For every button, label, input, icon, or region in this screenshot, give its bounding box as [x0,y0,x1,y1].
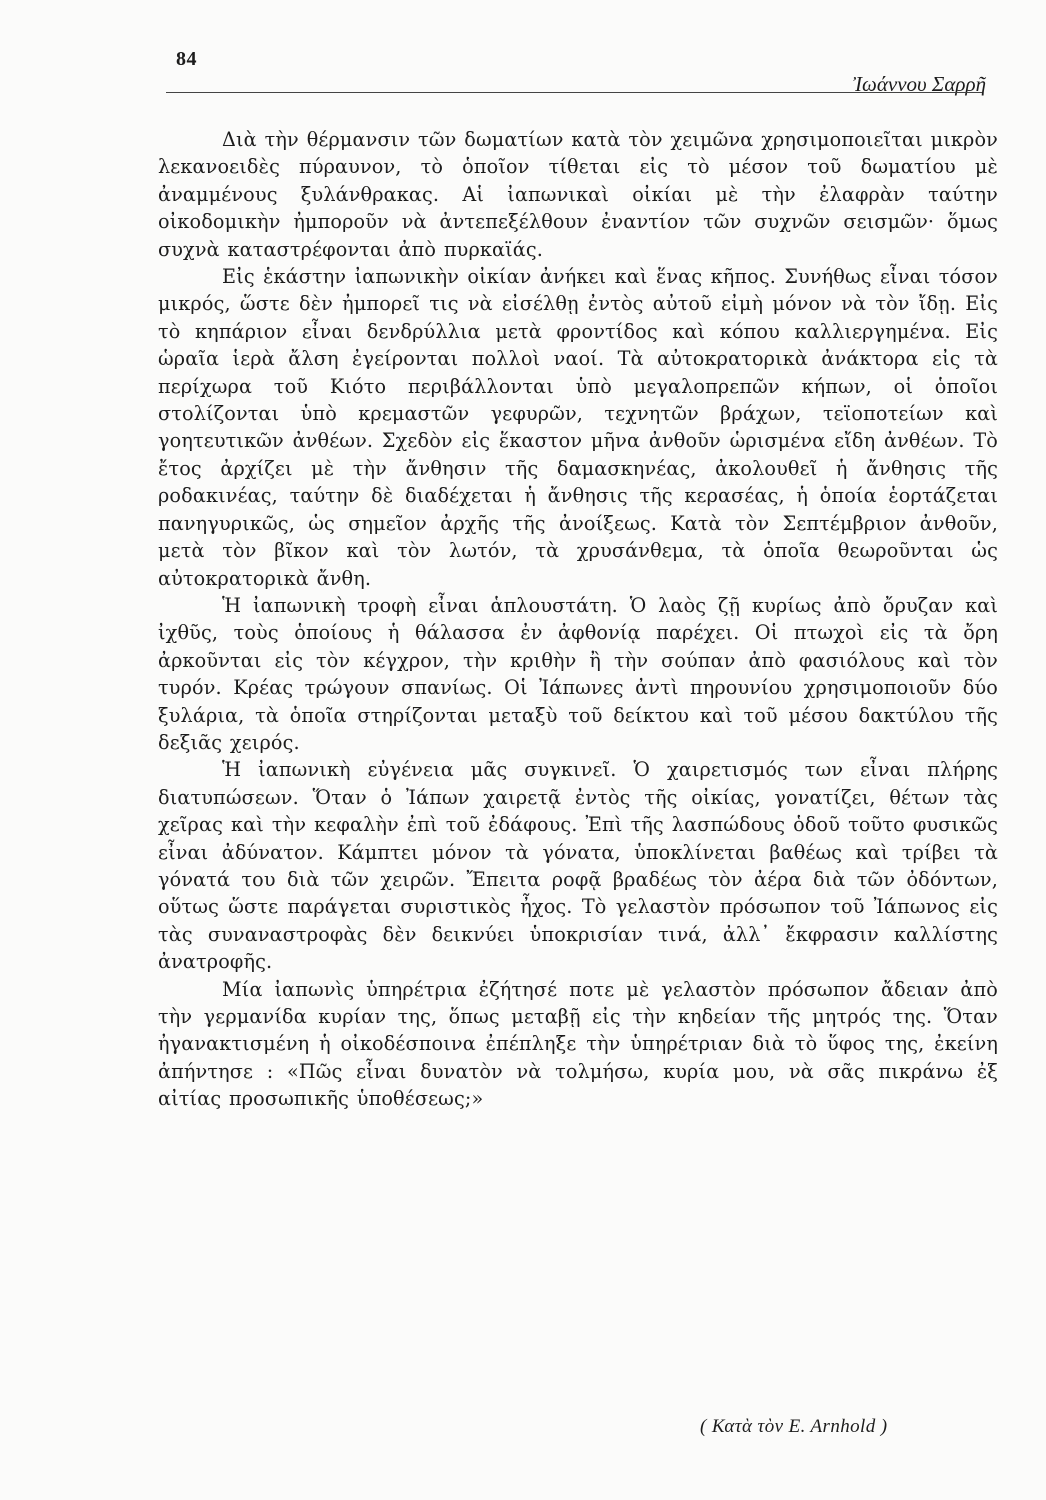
paragraph-gardens: Εἰς ἑκάστην ἰαπωνικὴν οἰκίαν ἀνήκει καὶ ἕνας κῆπος. Συνήθως εἶναι τόσον μικρός, ὥστε δὲν ἠμπορεῖ τις νὰ εἰσέλθῃ ἐντὸς αὐτοῦ εἰμὴ μόνον νὰ τὸν ἴδῃ. Εἰς τὸ κηπάριον εἶναι δενδρύλλια μετὰ φροντίδος καὶ κόπου καλλιεργημένα. Εἰς ὡραῖα ἱερὰ ἄλση ἐγείρονται πολλοὶ ναοί. Τὰ αὐτοκρατορικὰ ἀνάκτορα εἰς τὰ περίχωρα τοῦ Κιότο περιβάλλονται ὑπὸ μεγαλοπρεπῶν κήπων, οἱ ὁποῖοι στολίζονται ὑπὸ κρεμαστῶν γεφυρῶν, τεχνητῶν βράχων, τεϊοποτείων καὶ γοητευτικῶν ἀνθέων. Σχεδὸν εἰς ἕκαστον μῆνα ἀνθοῦν ὡρισμένα εἴδη ἀνθέων. Τὸ ἔτος ἀρχίζει μὲ τὴν ἄνθησιν τῆς δαμασκηνέας, ἀκολουθεῖ ἡ ἄνθησις τῆς ροδακινέας, ταύτην δὲ διαδέχεται ἡ ἄνθησις τῆς κερασέας, ἡ ὁποία ἑορτάζεται πανηγυρικῶς, ὡς σημεῖον ἀρχῆς τῆς ἀνοίξεως. Κατὰ τὸν Σεπτέμβριον ἀνθοῦν, μετὰ τὸν βῖκον καὶ τὸν λωτόν, τὰ χρυσάνθεμα, τὰ ὁποῖα θεωροῦνται ὡς αὐτοκρατορικὰ ἄνθη. [158,265,998,590]
paragraph-heating: Διὰ τὴν θέρμανσιν τῶν δωματίων κατὰ τὸν χειμῶνα χρησιμοποιεῖται μικρὸν λεκανοειδὲς πύραυνον, τὸ ὁποῖον τίθεται εἰς τὸ μέσον τοῦ δωματίου μὲ ἀναμμένους ξυλάνθρακας. Αἱ ἰαπωνικαὶ οἰκίαι μὲ τὴν ἐλαφρὰν ταύτην οἰκοδομικὴν ἠμποροῦν νὰ ἀντεπεξέλθουν ἐναντίον τῶν συχνῶν σεισμῶν· ὅμως συχνὰ καταστρέφονται ἀπὸ πυρκαϊάς. [158,128,998,261]
running-head-author: Ἰωάννου Σαρρῆ [852,72,986,96]
source-attribution: ( Κατὰ τὸν E. Arnhold ) [700,1416,888,1437]
paragraph-food: Ἡ ἰαπωνικὴ τροφὴ εἶναι ἁπλουστάτη. Ὁ λαὸς ζῇ κυρίως ἀπὸ ὄρυζαν καὶ ἰχθῦς, τοὺς ὁποίους ἡ θάλασσα ἐν ἀφθονίᾳ παρέχει. Οἱ πτωχοὶ εἰς τὰ ὄρη ἀρκοῦνται εἰς τὸν κέγχρον, τὴν κριθὴν ἢ τὴν σούπαν ἀπὸ φασιόλους καὶ τὸν τυρόν. Κρέας τρώγουν σπανίως. Οἱ Ἰάπωνες ἀντὶ πηρουνίου χρησιμοποιοῦν δύο ξυλάρια, τὰ ὁποῖα στηρίζονται μεταξὺ τοῦ δείκτου καὶ τοῦ μέσου δακτύλου τῆς δεξιᾶς χειρός. [158,593,998,754]
page-header [166,48,986,94]
paragraph-courtesy: Ἡ ἰαπωνικὴ εὐγένεια μᾶς συγκινεῖ. Ὁ χαιρετισμός των εἶναι πλήρης διατυπώσεων. Ὅταν ὁ Ἰάπων χαιρετᾷ ἐντὸς τῆς οἰκίας, γονατίζει, θέτων τὰς χεῖρας καὶ τὴν κεφαλὴν ἐπὶ τοῦ ἐδάφους. Ἐπὶ τῆς λασπώδους ὁδοῦ τοῦτο φυσικῶς εἶναι ἀδύνατον. Κάμπτει μόνον τὰ γόνατα, ὑποκλίνεται βαθέως καὶ τρίβει τὰ γόνατά του διὰ τῶν χειρῶν. Ἔπειτα ροφᾷ βραδέως τὸν ἀέρα διὰ τῶν ὀδόντων, οὕτως ὥστε παράγεται συριστικὸς ἦχος. Τὸ γελαστὸν πρόσωπον τοῦ Ἰάπωνος εἰς τὰς συναναστροφὰς δὲν δεικνύει ὑποκρισίαν τινά, ἀλλ᾽ ἔκφρασιν καλλίστης ἀνατροφῆς. [158,758,998,974]
header-rule [166,92,982,93]
paragraph-anecdote: Μία ἰαπωνὶς ὑπηρέτρια ἐζήτησέ ποτε μὲ γελαστὸν πρόσωπον ἄδειαν ἀπὸ τὴν γερμανίδα κυρίαν της, ὅπως μεταβῇ εἰς τὴν κηδείαν τῆς μητρός της. Ὅταν ἠγανακτισμένη ἡ οἰκοδέσποινα ἐπέπληξε τὴν ὑπηρέτριαν διὰ τὸ ὕφος της, ἐκείνη ἀπήντησε : «Πῶς εἶναι δυνατὸν νὰ τολμήσω, κυρία μου, νὰ σᾶς πικράνω ἐξ αἰτίας προσωπικῆς ὑποθέσεως;» [158,977,998,1111]
article-body [158,126,998,1113]
page-number: 84 [176,48,197,70]
